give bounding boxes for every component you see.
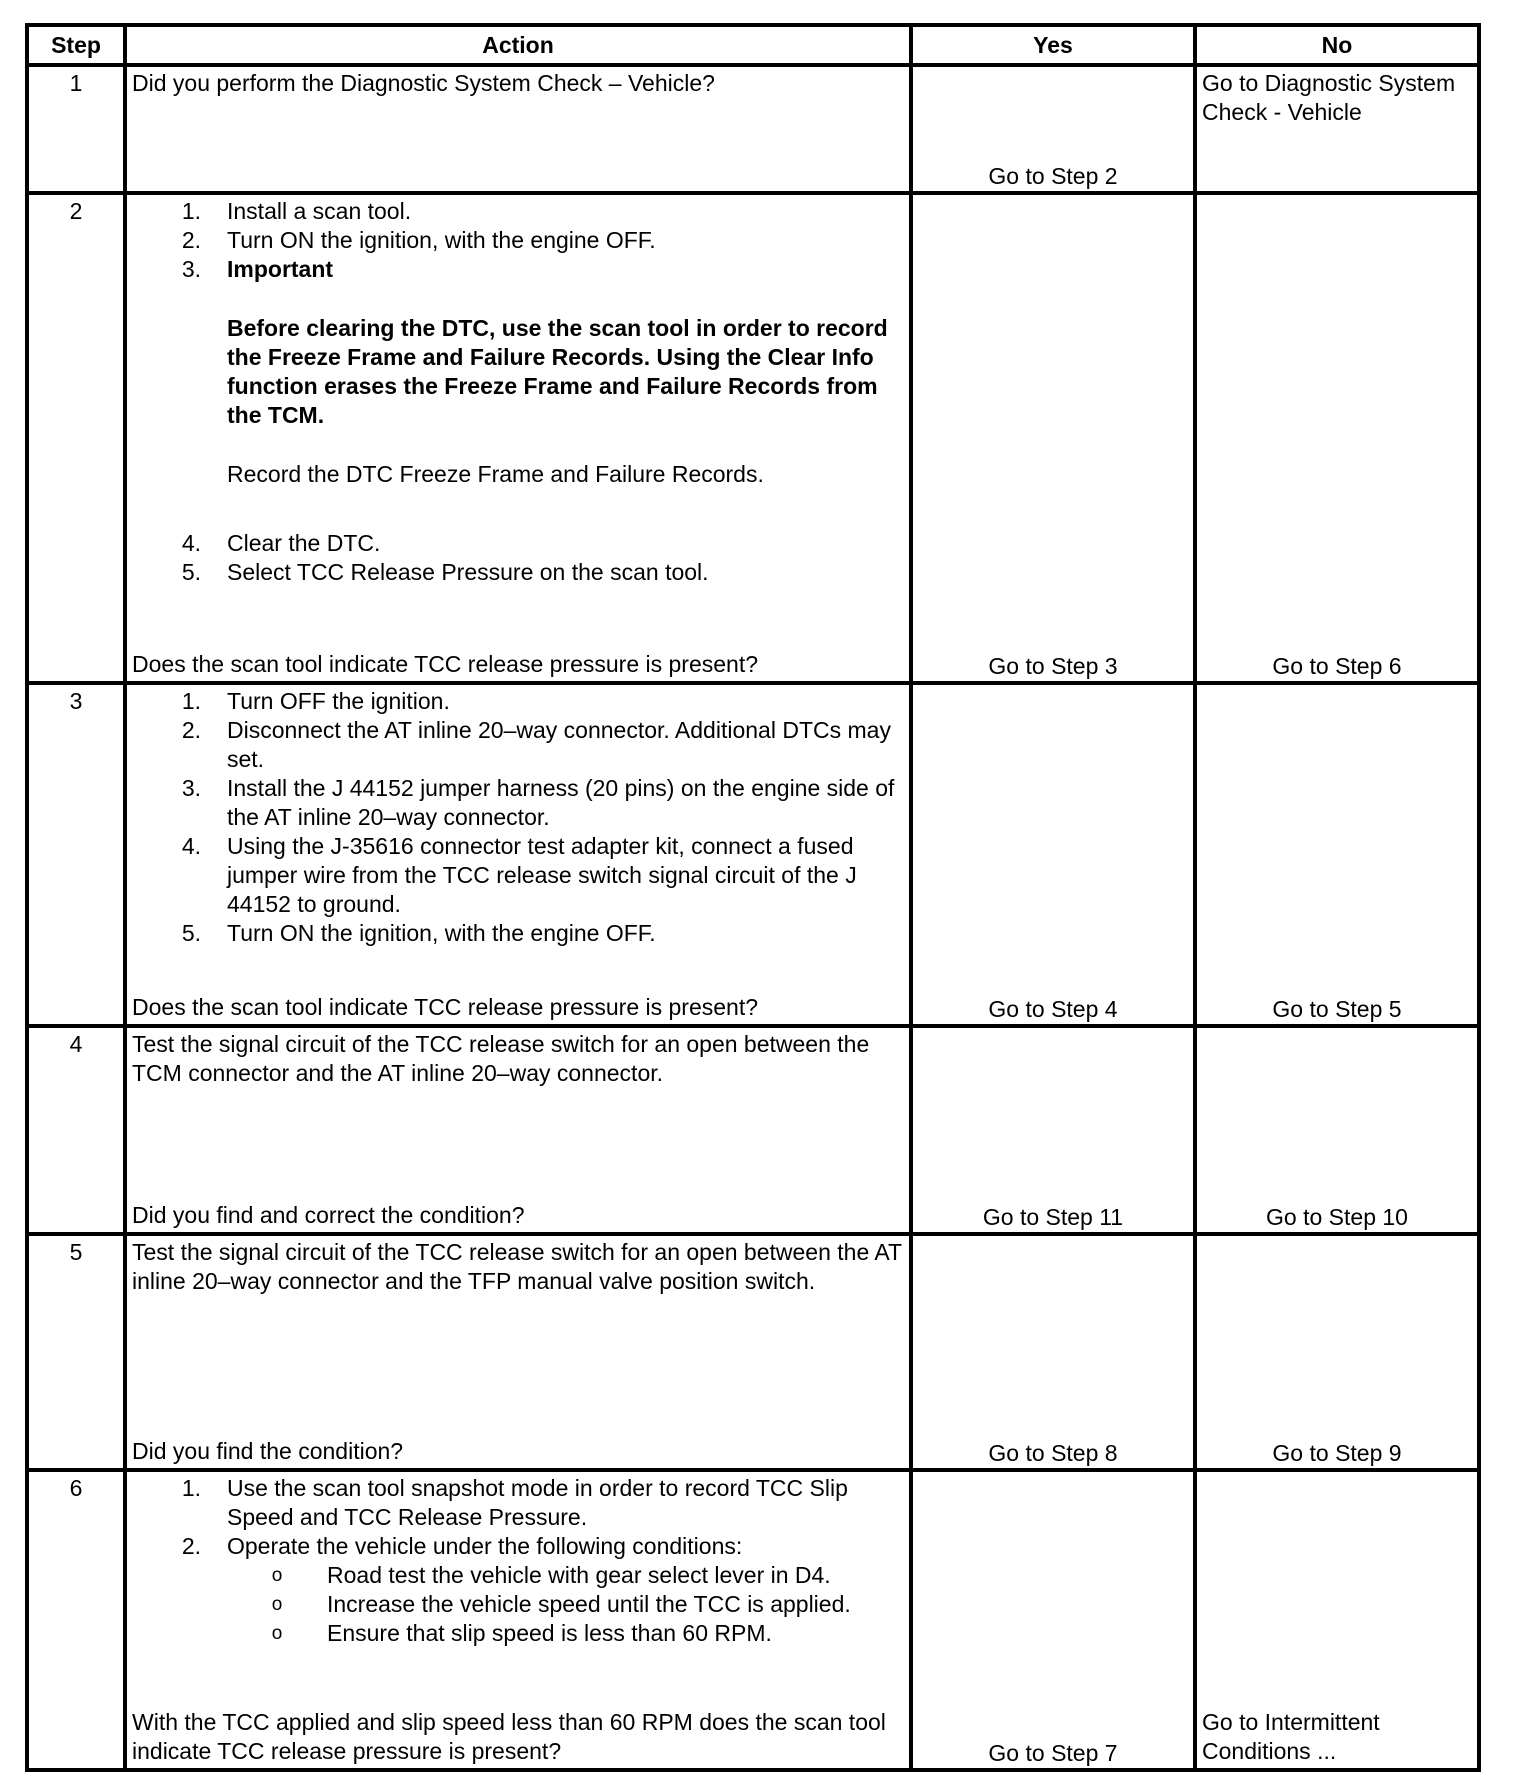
- no-cell: [1195, 193, 1479, 683]
- action-question: Does the scan tool indicate TCC release pressure is present?: [132, 994, 759, 1020]
- list-item: 4. Clear the DTC.: [181, 530, 381, 556]
- step-text: Operate the vehicle under the following conditions:: [227, 1533, 743, 1559]
- action-question: Did you find and correct the condition?: [132, 1202, 525, 1228]
- no-link[interactable]: Go to Step 6: [1272, 653, 1402, 679]
- no-cell: [1195, 1026, 1479, 1234]
- action-question: Did you perform the Diagnostic System Check – Vehicle?: [132, 70, 715, 96]
- step-number: 3: [27, 683, 125, 1026]
- yes-cell: [911, 1026, 1195, 1234]
- step-number: 4: [27, 1026, 125, 1234]
- table-row: [27, 1234, 1479, 1470]
- list-item: o Ensure that slip speed is less than 60 RPM.: [227, 1619, 904, 1648]
- action-question: With the TCC applied and slip speed less than 60 RPM does the scan tool indicate TCC release pressure is present?: [132, 1709, 886, 1764]
- header-row: [27, 25, 1479, 65]
- yes-cell: [911, 193, 1195, 683]
- table-row: [27, 1470, 1479, 1770]
- action-question: Does the scan tool indicate TCC release pressure is present?: [132, 651, 759, 677]
- action-cell: [125, 1026, 911, 1234]
- action-text: Test the signal circuit of the TCC release switch for an open between the AT inline 20–way connector and the TFP manual valve position switch.: [132, 1239, 902, 1294]
- bullet-icon: o: [271, 1565, 283, 1586]
- no-cell: [1195, 65, 1479, 193]
- list-item: 1. Turn OFF the ignition.: [181, 688, 450, 714]
- action-steps: [132, 1474, 904, 1561]
- no-cell: [1195, 1234, 1479, 1470]
- step-number: 6: [27, 1470, 125, 1770]
- list-item: o Increase the vehicle speed until the TCC is applied.: [227, 1590, 904, 1619]
- table-row: [27, 65, 1479, 193]
- important-label: Important: [227, 256, 334, 282]
- yes-cell: [911, 65, 1195, 193]
- action-cell: [125, 193, 911, 683]
- header-action: Action: [125, 25, 911, 65]
- list-item: o Road test the vehicle with gear select lever in D4.: [227, 1561, 904, 1590]
- list-item: 5. Turn ON the ignition, with the engine OFF.: [181, 920, 656, 946]
- list-item: 5. Select TCC Release Pressure on the scan tool.: [181, 559, 709, 585]
- no-link[interactable]: Go to Step 10: [1266, 1204, 1408, 1230]
- list-item: 4. Using the J-35616 connector test adapter kit, connect a fused jumper wire from the TCC release switch signal circuit of the J 44152 to ground.: [181, 833, 857, 917]
- header-no: No: [1195, 25, 1479, 65]
- yes-link[interactable]: Go to Step 11: [982, 1204, 1124, 1230]
- step-number: 1: [27, 65, 125, 193]
- yes-cell: [911, 1470, 1195, 1770]
- no-cell: [1195, 683, 1479, 1026]
- no-cell: [1195, 1470, 1479, 1770]
- yes-link[interactable]: Go to Step 4: [988, 996, 1118, 1022]
- action-steps: [132, 687, 904, 948]
- list-item: 2. Disconnect the AT inline 20–way connector. Additional DTCs may set.: [181, 717, 891, 772]
- action-question: Did you find the condition?: [132, 1438, 404, 1464]
- bullet-icon: o: [271, 1594, 283, 1615]
- step-number: 2: [27, 193, 125, 683]
- list-item: 3. Install the J 44152 jumper harness (20 pins) on the engine side of the AT inline 20–way connector.: [181, 775, 895, 830]
- yes-link[interactable]: Go to Step 7: [988, 1740, 1118, 1766]
- action-steps: [132, 197, 904, 587]
- list-item: 1. Use the scan tool snapshot mode in order to record TCC Slip Speed and TCC Release Pressure.: [181, 1475, 848, 1530]
- header-yes: Yes: [911, 25, 1195, 65]
- no-link[interactable]: Go to Step 9: [1272, 1440, 1402, 1466]
- bullet-icon: o: [271, 1623, 283, 1644]
- table-row: [27, 1026, 1479, 1234]
- table-row: [27, 683, 1479, 1026]
- header-step: Step: [27, 25, 125, 65]
- no-link[interactable]: Go to Diagnostic System Check - Vehicle: [1202, 70, 1456, 125]
- action-cell: [125, 683, 911, 1026]
- important-note: Before clearing the DTC, use the scan tool in order to record the Freeze Frame and Failure Records. Using the Clear Info function erases the Freeze Frame and Failure Records from the TCM.: [227, 315, 888, 428]
- yes-cell: [911, 1234, 1195, 1470]
- action-text: Test the signal circuit of the TCC release switch for an open between the TCM connector and the AT inline 20–way connector.: [132, 1031, 870, 1086]
- step-detail: Record the DTC Freeze Frame and Failure Records.: [227, 461, 764, 487]
- yes-link[interactable]: Go to Step 3: [988, 653, 1118, 679]
- yes-link[interactable]: Go to Step 2: [988, 163, 1118, 189]
- action-cell: [125, 65, 911, 193]
- yes-cell: [911, 683, 1195, 1026]
- list-item: 2. Turn ON the ignition, with the engine OFF.: [181, 227, 656, 253]
- list-item: 2. Operate the vehicle under the following conditions:: [132, 1532, 904, 1561]
- yes-link[interactable]: Go to Step 8: [988, 1440, 1118, 1466]
- no-link[interactable]: Go to Step 5: [1272, 996, 1402, 1022]
- action-cell: [125, 1234, 911, 1470]
- sub-steps: [132, 1561, 904, 1648]
- step-number: 5: [27, 1234, 125, 1470]
- diagnostic-table: [25, 23, 1481, 1772]
- action-cell: [125, 1470, 911, 1770]
- list-item: 3. Important Before clearing the DTC, use the scan tool in order to record the Freeze Frame and Failure Records. Using the Clear Info function erases the Freeze Frame and Failure Records from the TCM. Record the DTC Freeze Frame and Failure Records.: [132, 255, 904, 489]
- list-item: 1. Install a scan tool.: [181, 198, 412, 224]
- no-link[interactable]: Go to Intermittent Conditions ...: [1202, 1709, 1380, 1764]
- table-row: [27, 193, 1479, 683]
